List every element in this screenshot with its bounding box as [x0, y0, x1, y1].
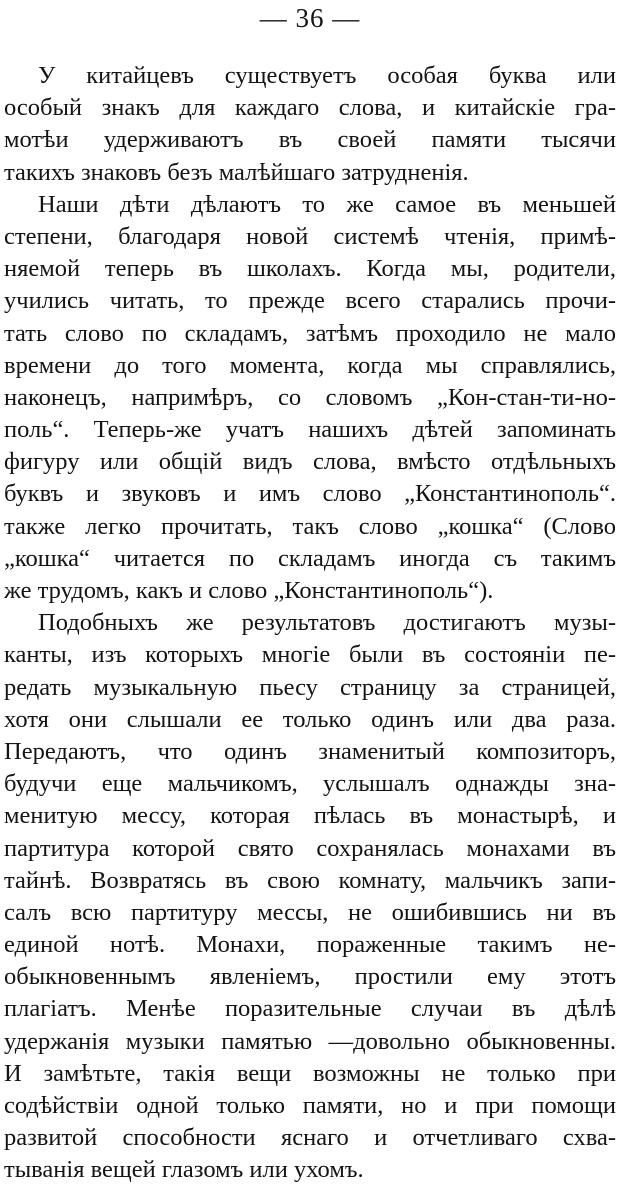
text-line: единой нотѣ. Монахи, пораженные такимъ не- [4, 931, 616, 959]
page-body-text [4, 60, 616, 1187]
paragraph [4, 60, 616, 189]
text-line: тайнѣ. Возвратясь въ свою комнату, мальчикъ запи- [4, 866, 616, 894]
text-line: Передаютъ, что одинъ знаменитый композиторъ, [4, 737, 616, 765]
text-line: „кошка“ читается по складамъ иногда съ такимъ [4, 544, 616, 572]
text-line: У китайцевъ существуетъ особая буква или [38, 62, 616, 89]
text-line: содѣйствіи одной только памяти, но и при помощи [4, 1092, 616, 1119]
text-line: хотя они слышали ее только одинъ или два раза. [4, 705, 616, 733]
text-line: также легко прочитать, такъ слово „кошка“ (Слово [4, 512, 616, 540]
text-line: партитура которой свято сохранялась монахами въ [4, 834, 616, 862]
paragraph [4, 189, 616, 607]
text-line: плагіатъ. Менѣе поразительные случаи въ дѣлѣ [4, 995, 616, 1023]
text-line: буквъ и звуковъ и имъ слово „Константинополь“. [4, 480, 616, 508]
text-line: Подобныхъ же результатовъ достигаютъ музы- [38, 609, 616, 637]
text-line: степени, благодаря новой системѣ чтенія, примѣ- [4, 222, 616, 250]
text-line: редать музыкальную пьесу страницу за страницей, [4, 673, 616, 701]
text-line: удержанія музыки памятью —довольно обыкновенны. [4, 1027, 616, 1055]
text-line: будучи еще мальчикомъ, услышалъ однажды зна- [4, 770, 616, 798]
text-line: фигуру или общій видъ слова, вмѣсто отдѣльныхъ [4, 448, 616, 476]
text-line: канты, изъ которыхъ многіе были въ состояніи пе- [4, 641, 616, 669]
text-line: наконецъ, напримѣръ, со словомъ „Кон-стан-ти-но- [4, 383, 616, 411]
text-line: развитой способности яснаго и отчетливаго схва- [4, 1124, 616, 1152]
text-line: И замѣтьте, такія вещи возможны не только при [4, 1059, 616, 1087]
text-line: тать слово по складамъ, затѣмъ проходило не мало [4, 319, 616, 347]
text-line: обыкновеннымъ явленіемъ, простили ему этотъ [4, 963, 616, 991]
text-line: няемой теперь въ школахъ. Когда мы, родители, [4, 255, 616, 283]
text-line: учились читать, то прежде всего старались прочи- [4, 287, 616, 315]
page-number: — 36 — [259, 3, 361, 33]
text-line: поль“. Теперь-же учатъ нашихъ дѣтей запоминать [4, 416, 616, 444]
text-line: же трудомъ, какъ и слово „Константинополь“). [4, 577, 494, 604]
text-line: менитую мессу, которая пѣлась въ монастырѣ, и [4, 802, 616, 830]
text-line: мотѣи удерживаютъ въ своей памяти тысячи [4, 126, 616, 154]
text-line: Наши дѣти дѣлаютъ то же самое въ меньшей [38, 190, 616, 218]
text-line: времени до того момента, когда мы справлялись, [4, 351, 616, 379]
paragraph [4, 607, 616, 1186]
text-line: особый знакъ для каждаго слова, и китайскіе гра- [4, 94, 616, 122]
text-line: салъ всю партитуру мессы, не ошибившись ни въ [4, 898, 616, 926]
text-line: тыванія вещей глазомъ или ухомъ. [4, 1156, 364, 1184]
text-line: такихъ знаковъ безъ малѣйшаго затрудненія. [4, 158, 469, 186]
